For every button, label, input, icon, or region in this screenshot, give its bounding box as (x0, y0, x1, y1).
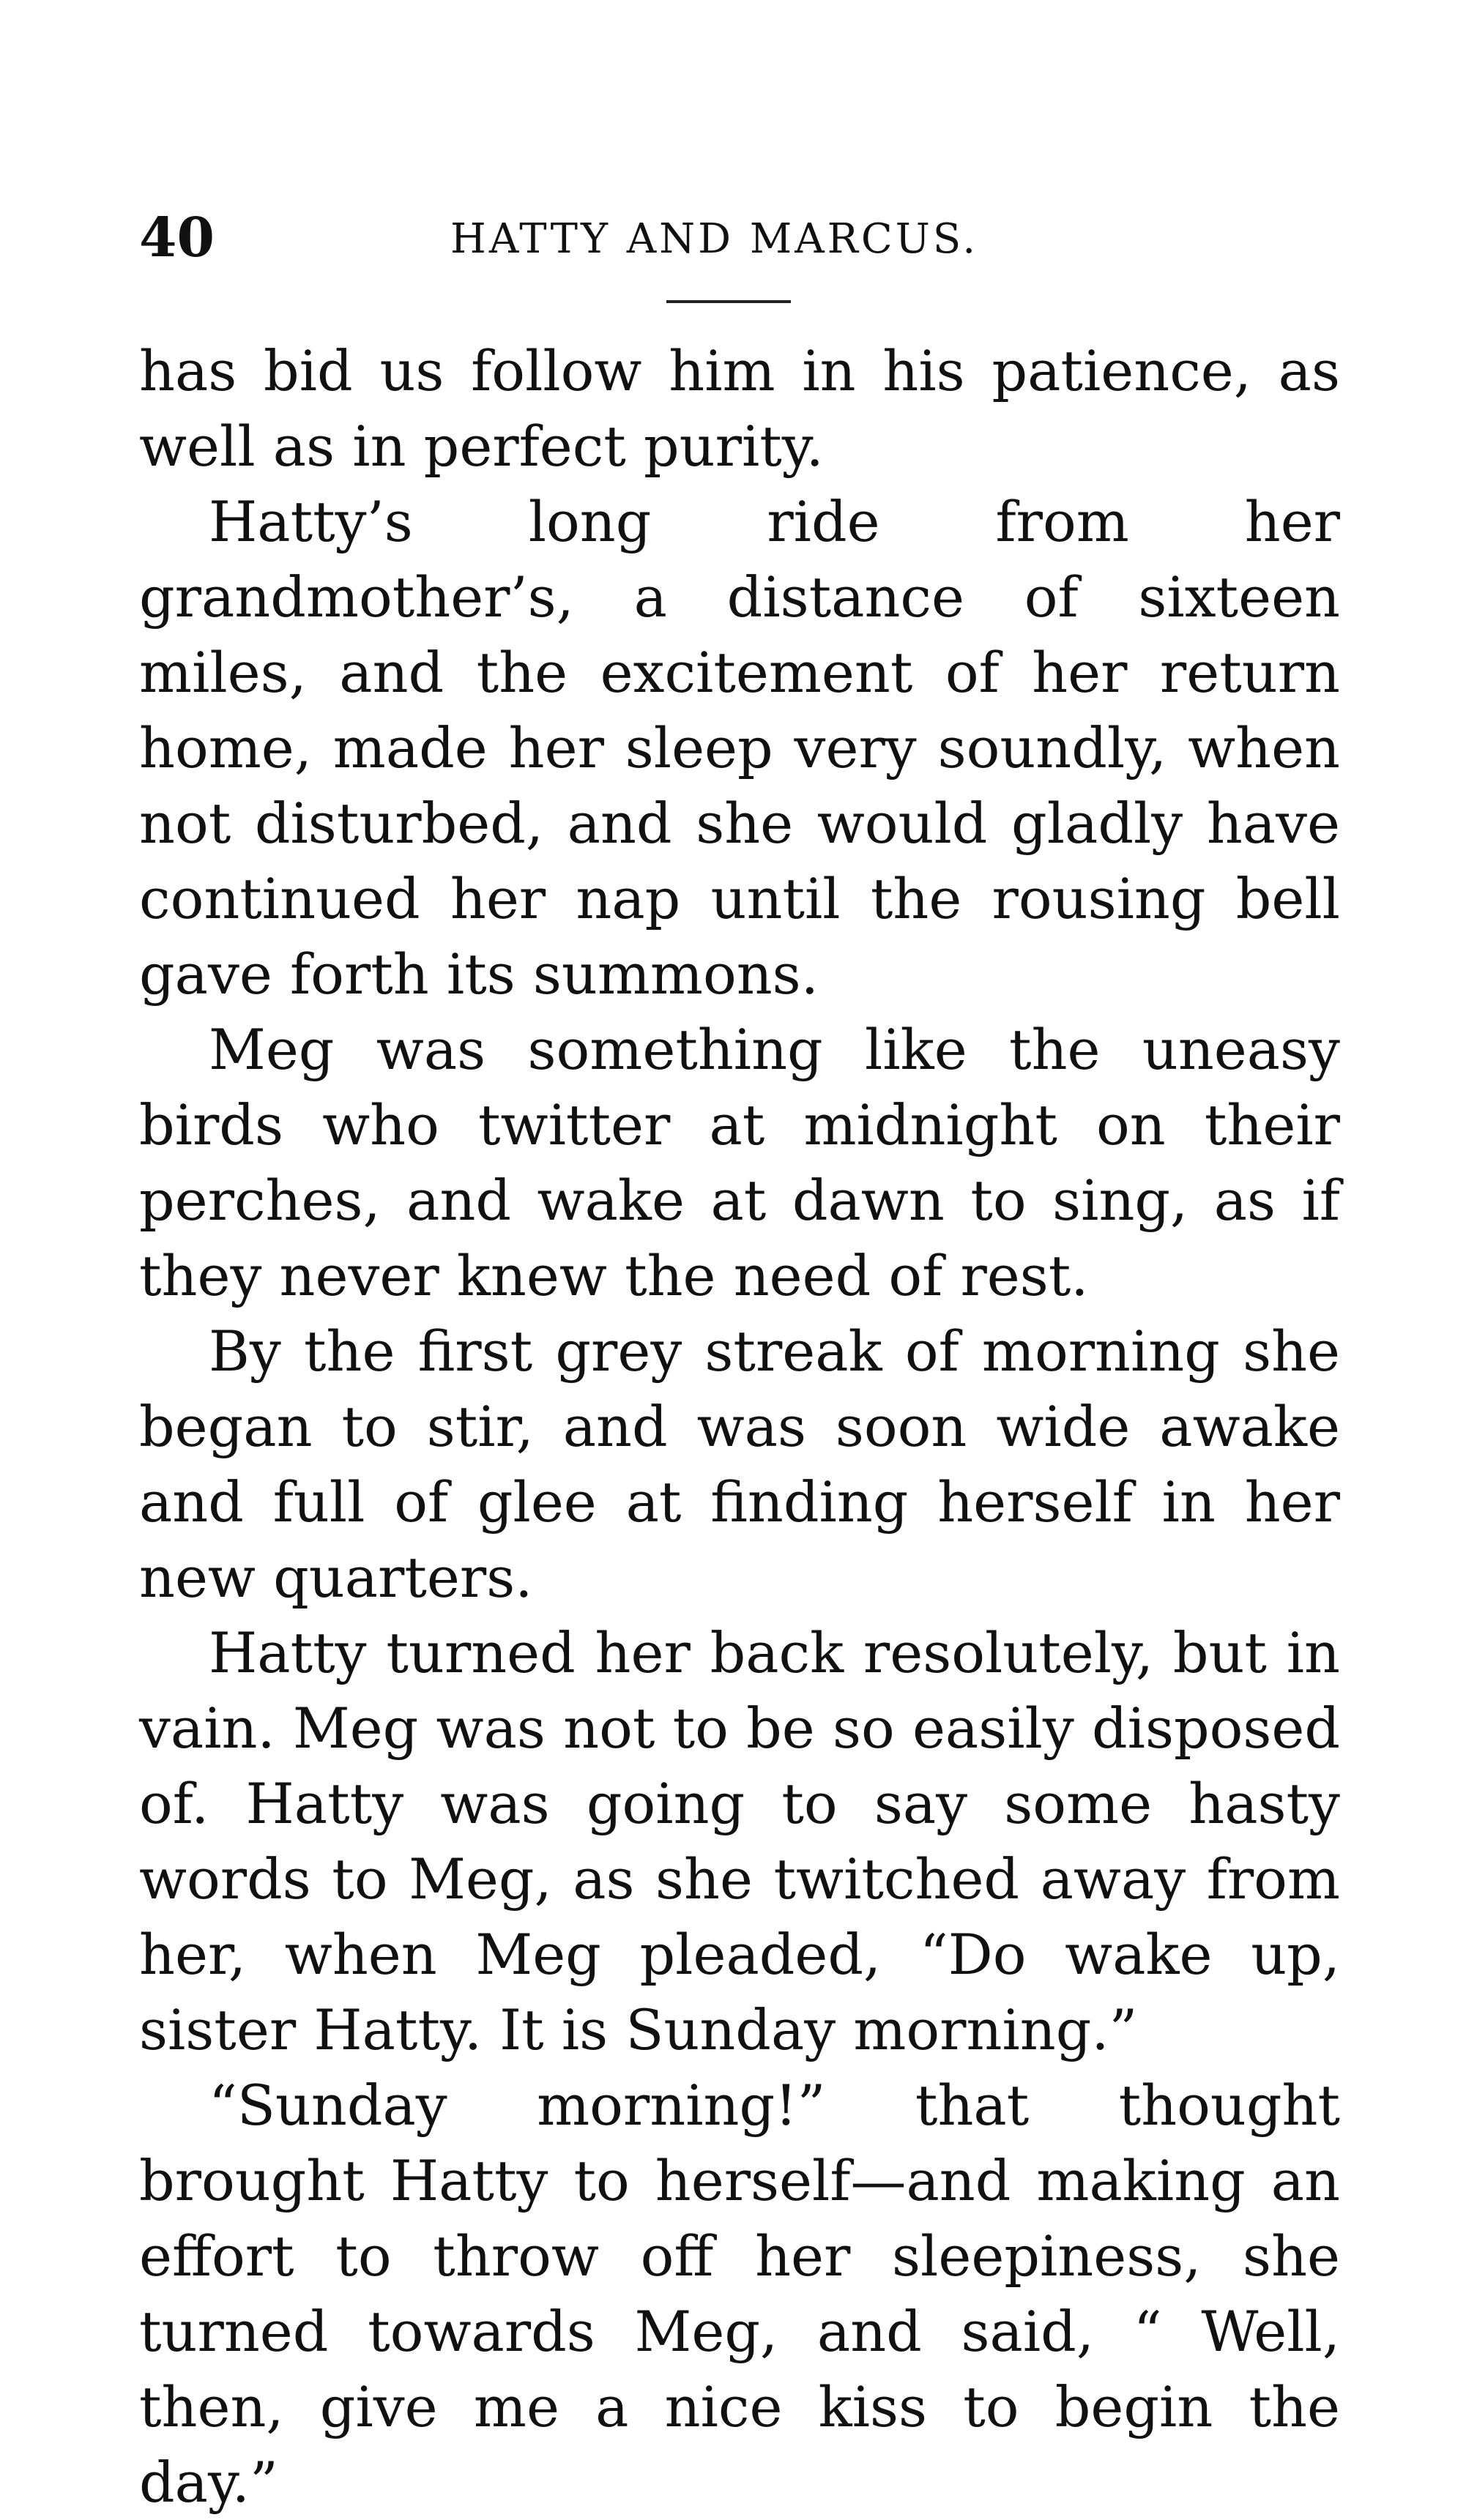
paragraph: Hatty turned her back resolutely, but in vain. Meg was not to be so easily disposed of. Hatty was going to say some hasty words to Meg, as she twitched away from her, when Meg pleaded, “Do wake up, sister Hatty. It is Sunday morning.” (139, 1620, 1340, 2062)
paragraph: Hatty’s long ride from her grandmother’s, a distance of sixteen miles, and the excitement of her return home, made her sleep very soundly, when not disturbed, and she would gladly have continued her nap until the rousing bell gave forth its summons. (139, 489, 1340, 1007)
running-title: HATTY AND MARCUS. (450, 215, 979, 263)
page-header (0, 198, 1477, 278)
page-number: 40 (139, 206, 215, 269)
paragraph: has bid us follow him in his patience, as well as in perfect purity. (139, 338, 1340, 479)
paragraph: Meg was something like the uneasy birds who twitter at midnight on their perches, and wake at dawn to sing, as if they never knew the need of rest. (139, 1017, 1340, 1308)
header-rule (666, 300, 791, 303)
body-text (139, 333, 1340, 2520)
paragraph: By the first grey streak of morning she began to stir, and was soon wide awake and full of glee at finding herself in her new quarters. (139, 1319, 1340, 1610)
paragraph: “Sunday morning!” that thought brought Hatty to herself—and making an effort to throw off her sleepiness, she turned towards Meg, and said, “ Well, then, give me a nice kiss to begin the day.” (139, 2073, 1340, 2515)
